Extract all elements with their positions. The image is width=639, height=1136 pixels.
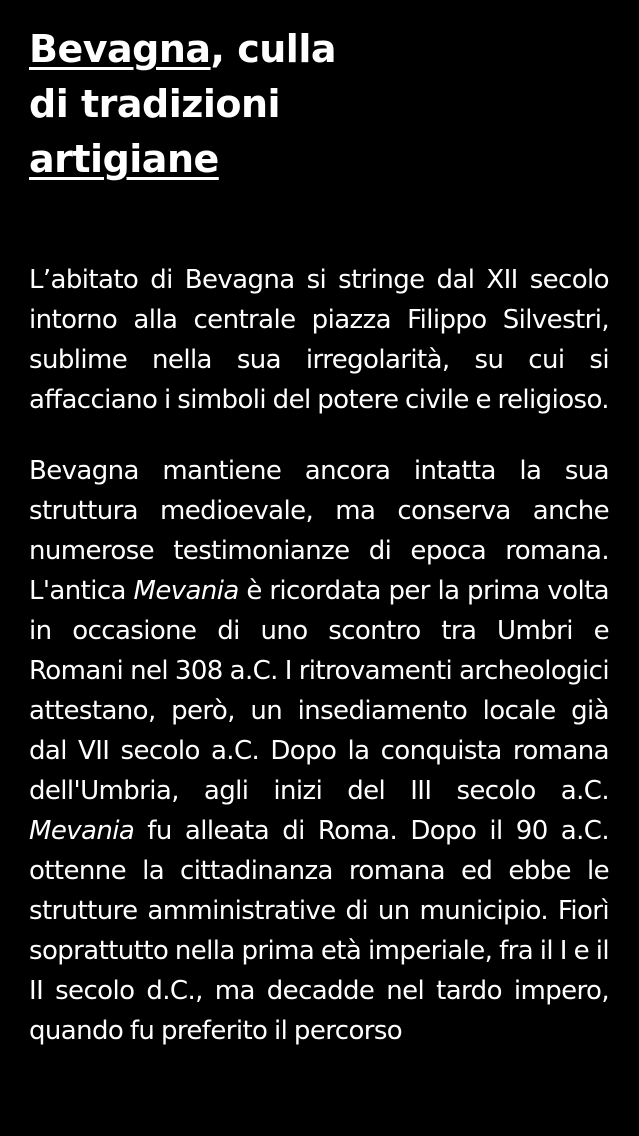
paragraph-intro: L’abitato di Bevagna si stringe dal XII secolo intorno alla centrale piazza Filippo Silvestri, sublime nella sua irregolarità, su cui si affacciano i simboli del potere civile e religioso. [29, 265, 609, 415]
mevania-emphasis: Mevania [29, 816, 135, 846]
title-line-2: di tradizioni [29, 82, 281, 126]
paragraph-history-text: è ricordata per la prima volta in occasione di uno scontro tra Umbri e Romani nel 308 a.C. I ritrovamenti archeologici attestano, però, un insediamento locale già dal VII secolo a.C. Dopo la conquista romana dell'Umbria, agli inizi del III secolo a.C. [29, 576, 609, 806]
page-title [29, 22, 609, 187]
paragraph-history-text: Bevagna mantiene ancora intatta la sua struttura medioevale, ma conserva anche numerose testimonianze di epoca romana. L'antica [29, 456, 609, 606]
mevania-emphasis: Mevania [133, 576, 239, 606]
artigiane-link[interactable]: artigiane [29, 137, 219, 181]
article-body [29, 260, 609, 1082]
title-text-culla: , culla [210, 27, 336, 71]
paragraph-history [29, 451, 609, 1051]
bevagna-link[interactable]: Bevagna [29, 27, 211, 71]
title-line-3 [29, 132, 609, 187]
title-line-1 [29, 22, 609, 77]
paragraph-history-text: fu alleata di Roma. Dopo il 90 a.C. ottenne la cittadinanza romana ed ebbe le strutture amministrative di un municipio. Fiorì soprattutto nella prima età imperiale, fra il I e il II secolo d.C., ma decadde nel tardo impero, quando fu preferito il percorso [29, 816, 609, 1046]
